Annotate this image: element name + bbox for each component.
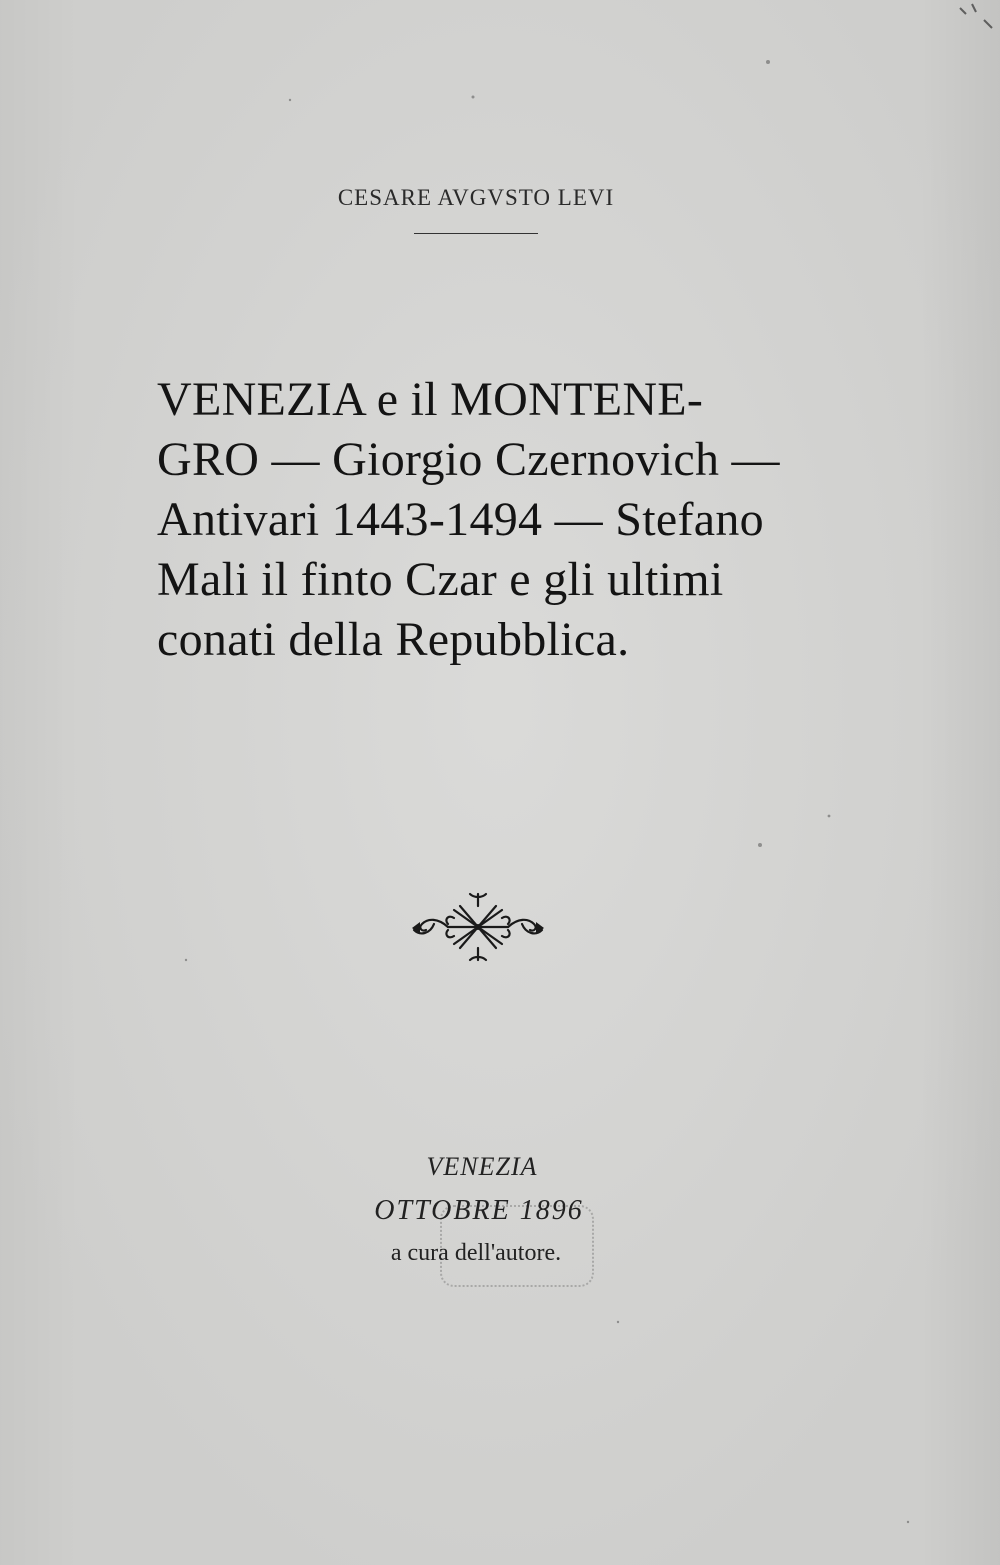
horizontal-rule bbox=[414, 233, 538, 234]
imprint-place: VENEZIA bbox=[426, 1152, 538, 1181]
book-title bbox=[157, 370, 807, 670]
imprint-note: a cura dell'autore. bbox=[390, 1240, 562, 1266]
title-line-2: GRO — Giorgio Czernovich — bbox=[157, 433, 780, 486]
title-line-1: VENEZIA e il MONTENE- bbox=[157, 373, 704, 426]
fleuron-ornament-icon bbox=[408, 888, 548, 966]
title-line-4: Mali il finto Czar e gli ultimi bbox=[157, 553, 724, 606]
author-name: CESARE AVGVSTO LEVI bbox=[337, 185, 615, 210]
title-line-3: Antivari 1443-1494 — Stefano bbox=[157, 493, 764, 546]
title-line-5: conati della Repubblica. bbox=[157, 613, 630, 666]
imprint-date: OTTOBRE 1896 bbox=[374, 1195, 584, 1226]
